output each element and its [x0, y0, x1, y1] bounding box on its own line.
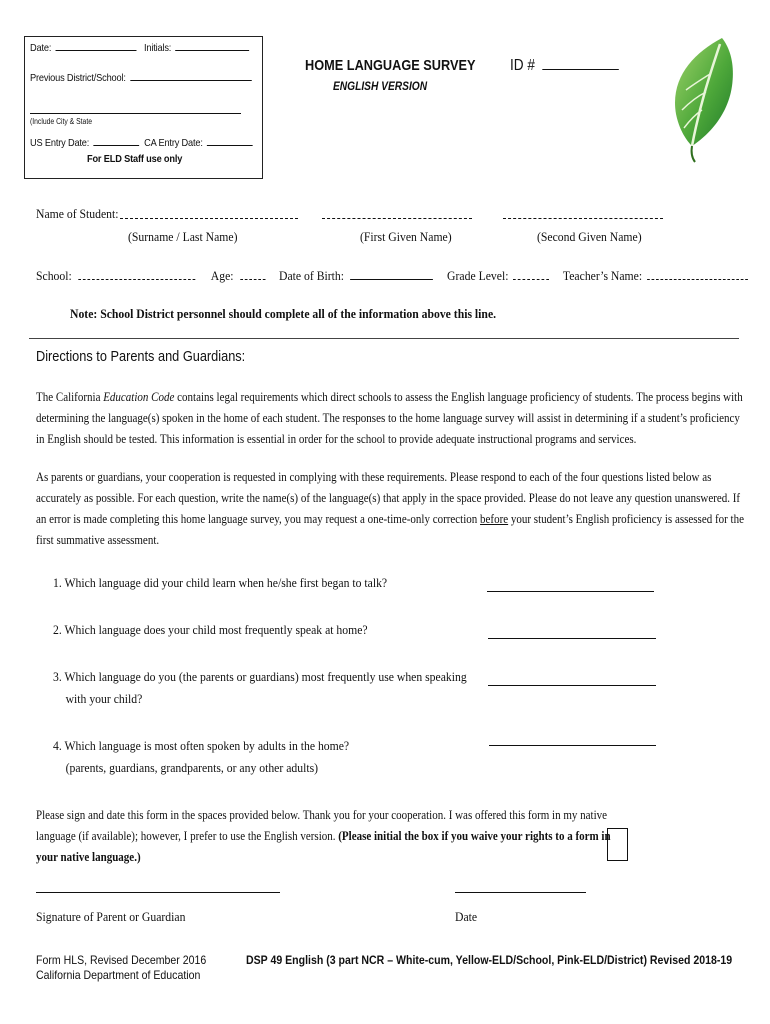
answer-2-line[interactable] — [488, 638, 656, 639]
signature-paragraph — [36, 805, 617, 868]
grade-label: Grade Level: — [447, 268, 509, 283]
question-4-text-line2: (parents, guardians, grandparents, or any other adults) — [65, 760, 319, 775]
department-line: California Department of Education — [36, 968, 201, 982]
id-label: ID # — [510, 57, 535, 74]
entry-dates-row — [30, 137, 253, 149]
leaf-icon — [662, 34, 742, 164]
before-text: before — [480, 512, 509, 526]
date-label: Date: — [30, 42, 52, 54]
dsp-footer: DSP 49 English (3 part NCR – White-cum, Yellow-ELD/School, Pink-ELD/District) Revised 2018-19 — [246, 953, 733, 967]
us-entry-blank[interactable] — [93, 145, 139, 146]
question-2 — [53, 619, 368, 641]
district-note: Note: School District personnel should complete all of the information above this line. — [70, 306, 497, 321]
directions-heading: Directions to Parents and Guardians: — [36, 349, 246, 365]
dob-label: Date of Birth: — [279, 268, 345, 283]
signature-label: Signature of Parent or Guardian — [36, 909, 186, 924]
question-3-text: 3. Which language do you (the parents or guardians) most frequently use when speaking — [53, 669, 467, 684]
question-1-text: 1. Which language did your child learn when he/she first began to talk? — [53, 575, 388, 590]
answer-3-line[interactable] — [488, 685, 656, 686]
initials-label: Initials: — [144, 42, 172, 54]
p1-text-end: contains legal requirements which direct schools to assess the English language proficiency of students. The process begins with determining the language(s) spoken in the home of each student. The responses to the home language survey will assist in determining if a student’s proficiency in English should be tested. This information is essential in order for the school to provide adequate instructional programs and services. — [36, 390, 743, 446]
student-name-row — [36, 206, 119, 222]
waiver-initial-box[interactable] — [607, 828, 628, 861]
signature-line[interactable] — [36, 892, 280, 893]
age-label: Age: — [210, 268, 234, 283]
school-row — [36, 268, 748, 284]
first-name-blank[interactable] — [322, 218, 472, 219]
question-1 — [53, 572, 387, 594]
grade-blank[interactable] — [513, 279, 549, 280]
page-title: HOME LANGUAGE SURVEY — [305, 57, 476, 74]
id-field — [510, 57, 619, 75]
p1-text-start: The California — [36, 390, 104, 404]
staff-note: For ELD Staff use only — [87, 153, 183, 165]
school-label: School: — [36, 268, 72, 283]
date-field-row — [30, 42, 249, 54]
page-subtitle: ENGLISH VERSION — [333, 79, 428, 93]
us-entry-label: US Entry Date: — [30, 137, 90, 149]
previous-district-blank[interactable] — [130, 80, 251, 81]
surname-blank[interactable] — [120, 218, 298, 219]
eld-staff-box — [24, 36, 263, 179]
teacher-blank[interactable] — [647, 279, 748, 280]
p2-text-start: As parents or guardians, your cooperation is requested in complying with these requirements. Please respond to each of the four questions listed below as accurately as possible. For each question, write the name(s) of the language(s) that apply in the space provided. Please do not leave any question unanswered. If an error is made completing this home language survey, you may request a one-time-only correction — [36, 470, 741, 526]
ca-entry-label: CA Entry Date: — [144, 137, 203, 149]
waiver-instruction: (Please initial the box if you waive your rights to a form in your native language.) — [36, 829, 611, 864]
p2-text-end: your student’s English proficiency is assessed for the first summative assessment. — [36, 512, 744, 547]
date-line[interactable] — [455, 892, 586, 893]
form-revision — [36, 953, 206, 983]
second-name-blank[interactable] — [503, 218, 663, 219]
ca-entry-blank[interactable] — [207, 145, 253, 146]
include-city-label: (Include City & State — [30, 117, 92, 126]
question-2-text: 2. Which language does your child most frequently speak at home? — [53, 622, 368, 637]
age-blank[interactable] — [240, 279, 265, 280]
directions-paragraph-1 — [36, 387, 744, 450]
signature-text: Please sign and date this form in the spaces provided below. Thank you for your cooperation. I was offered this form in my native language (if available); however, I prefer to use the English version. — [36, 808, 608, 843]
second-name-caption: (Second Given Name) — [537, 229, 642, 244]
dob-blank[interactable] — [351, 279, 434, 280]
name-of-student-label: Name of Student: — [36, 206, 119, 221]
question-3 — [53, 666, 467, 710]
directions-paragraph-2 — [36, 467, 744, 551]
date-label: Date — [455, 909, 478, 924]
city-state-blank[interactable] — [30, 113, 241, 114]
school-blank[interactable] — [78, 279, 195, 280]
previous-district-row — [30, 72, 251, 84]
id-blank[interactable] — [542, 69, 619, 70]
question-3-text-line2: with your child? — [65, 691, 143, 706]
date-blank[interactable] — [55, 50, 136, 51]
teacher-label: Teacher’s Name: — [562, 268, 643, 283]
answer-1-line[interactable] — [487, 591, 654, 592]
education-code-text: Education Code — [103, 390, 175, 404]
divider — [29, 338, 739, 339]
question-4 — [53, 735, 349, 779]
previous-district-label: Previous District/School: — [30, 72, 126, 84]
answer-4-line[interactable] — [489, 745, 656, 746]
initials-blank[interactable] — [175, 50, 249, 51]
form-revision-line: Form HLS, Revised December 2016 — [36, 953, 207, 967]
question-4-text: 4. Which language is most often spoken by adults in the home? — [53, 738, 350, 753]
first-name-caption: (First Given Name) — [360, 229, 452, 244]
surname-caption: (Surname / Last Name) — [128, 229, 238, 244]
